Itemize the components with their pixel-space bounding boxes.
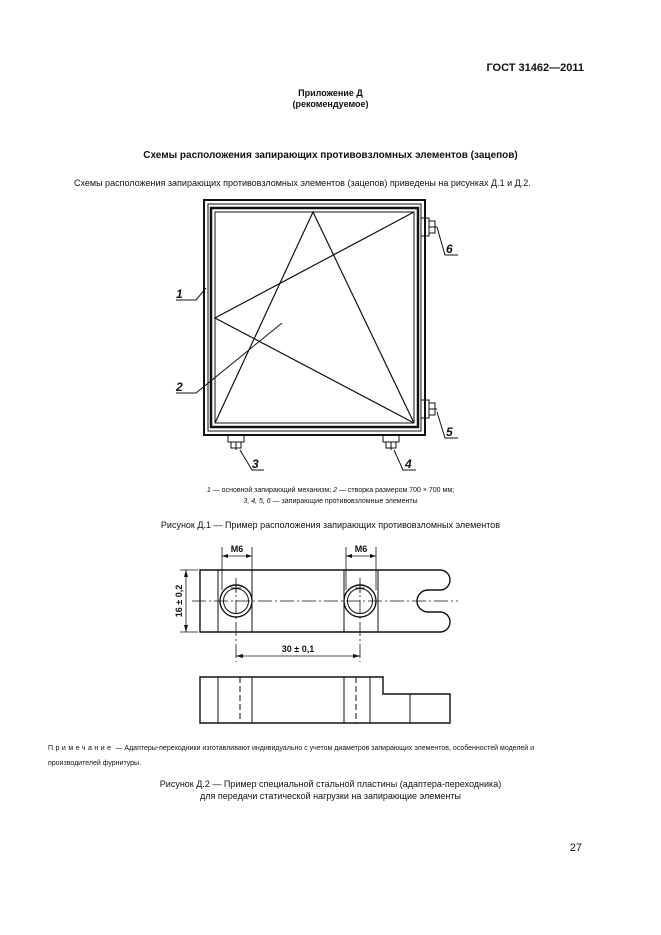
page-number: 27 xyxy=(569,842,582,854)
callout-4: 4 xyxy=(405,457,412,471)
plate-height-dimension: 16 ± 0,2 xyxy=(174,584,184,618)
callout-2: 2 xyxy=(176,380,183,394)
adapter-plate-side-view xyxy=(200,677,450,723)
appendix-title: Приложение Д xyxy=(298,88,363,98)
appendix-status: (рекомендуемое) xyxy=(292,99,369,109)
figure-1-legend-line-2: 3, 4, 5, 6 — запирающие противовзломные элементы xyxy=(243,498,418,505)
intro-paragraph: Схемы расположения запирающих противовзломных элементов (зацепов) приведены на рисунках Д.1 и Д.2. xyxy=(74,178,531,188)
thread-size-left: М6 xyxy=(230,544,244,554)
hole-spacing-dimension: 30 ± 0,1 xyxy=(281,644,315,654)
callout-5: 5 xyxy=(446,425,453,439)
callout-6: 6 xyxy=(446,242,453,256)
figure-1-caption: Рисунок Д.1 — Пример расположения запирающих противовзломных элементов xyxy=(160,520,501,530)
figure-1-legend-line-1: 1 — основной запирающий механизм; 2 — створка размером 700 × 700 мм; xyxy=(206,487,455,494)
figure-2-note: Примечание — Адаптеры-переходники изготавливают индивидуально с учетом диаметров запирающих элементов, особенностей моделей и производителей фурнитуры. xyxy=(48,745,535,767)
thread-size-right: М6 xyxy=(354,544,368,554)
standard-code: ГОСТ 31462—2011 xyxy=(486,62,584,74)
callout-3: 3 xyxy=(252,457,259,471)
section-heading: Схемы расположения запирающих противовзломных элементов (зацепов) xyxy=(143,150,518,161)
figure-2-caption-line-1: Рисунок Д.2 — Пример специальной стальной пластины (адаптера-переходника) xyxy=(159,779,502,789)
figure-2-caption-line-2: для передачи статической нагрузки на запирающие элементы xyxy=(200,791,461,801)
callout-1: 1 xyxy=(176,287,183,301)
